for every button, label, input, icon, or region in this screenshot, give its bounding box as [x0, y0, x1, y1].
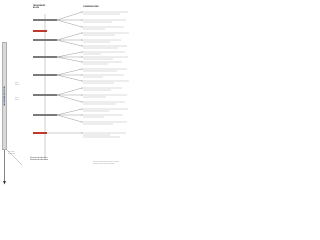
side-label-lower — [15, 98, 19, 101]
level-box-analizar: ANALIZAR — [33, 74, 57, 77]
level-box-evaluar: EVALUAR — [33, 94, 57, 97]
bottom-note-mid-1: Pensamiento de orden inferior — [30, 158, 48, 159]
level-box-crear: CREAR — [33, 114, 57, 117]
bottom-note-right-1: Los niveles se organizan de lo simple a lo complejo — [93, 162, 119, 163]
bottom-note-right-2: Cada nivel requiere el dominio del anterior — [93, 163, 115, 165]
side-label-upper — [15, 83, 19, 86]
bottom-note-left-1: Nivel inferior — [8, 152, 15, 153]
side-label-lower-line2: inferior — [15, 99, 19, 101]
connector-lines — [0, 0, 149, 198]
header-left — [33, 6, 45, 10]
page — [0, 0, 149, 198]
bottom-note-mid-2: Pensamiento de orden superior — [30, 159, 49, 161]
bottom-note-left-2: Nivel superior — [8, 153, 16, 155]
level-box-aplicar: APLICAR — [33, 56, 57, 59]
vertical-label: TAXONOMÍA DE BLOOM — [3, 86, 6, 106]
bottom-note-left — [8, 152, 15, 155]
summary-box-top — [33, 30, 47, 32]
bottom-note-right — [93, 162, 119, 165]
side-label-upper-line1: Orden — [15, 83, 19, 84]
level-box-recordar: RECORDAR — [33, 19, 57, 22]
side-label-lower-line1: Orden — [15, 98, 19, 99]
summary-box-bottom — [33, 132, 47, 134]
side-label-upper-line2: superior — [15, 84, 20, 86]
header-left-line2: BLOOM — [33, 7, 39, 9]
bottom-note-mid — [30, 158, 48, 161]
header-left-line1: TAXONOMÍA DE — [33, 6, 46, 7]
header-right: CONSIDERACIONES — [83, 7, 99, 8]
level-box-comprender: COMPRENDER — [33, 39, 57, 42]
